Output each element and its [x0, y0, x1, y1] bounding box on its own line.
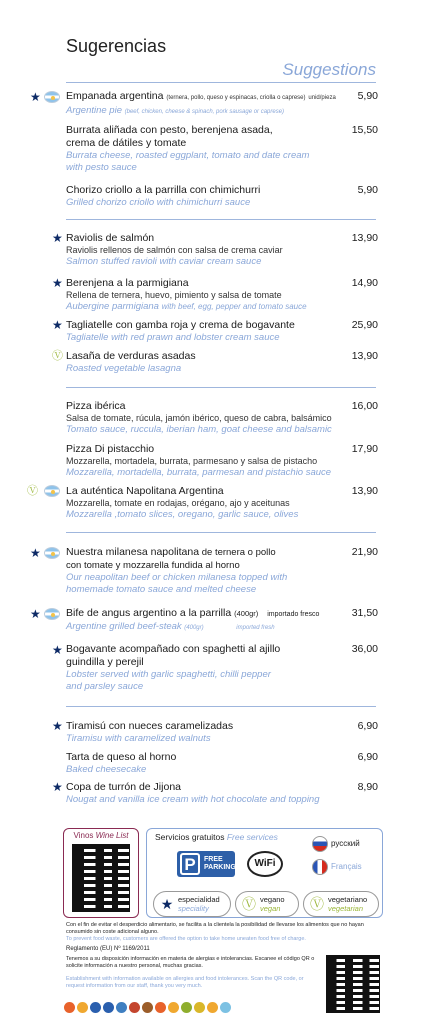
item-price: 17,90 — [351, 443, 378, 455]
item-description: Rellena de ternera, huevo, pimiento y salsa de tomate — [66, 290, 282, 300]
allergen-icon-11 — [194, 1002, 205, 1013]
allergen-icon-8 — [155, 1002, 166, 1013]
menu-item-chorizo — [66, 184, 381, 209]
language-russian[interactable]: русский — [331, 839, 360, 848]
allergen-icons-row — [64, 1000, 233, 1014]
speciality-star-icon: ★ — [52, 780, 63, 794]
badge-label-en: vegetarian — [328, 904, 364, 913]
item-price: 15,50 — [351, 124, 378, 136]
item-price: 21,90 — [351, 546, 378, 558]
allergen-icon-1 — [64, 1002, 75, 1013]
item-name-en: Tiramisu with caramelized walnuts — [66, 733, 211, 744]
wine-qr-code[interactable] — [72, 844, 130, 912]
services-title: Servicios gratuitos — [155, 832, 225, 842]
menu-item-burrata — [66, 124, 381, 174]
allergen-icon-5 — [116, 1002, 127, 1013]
item-price: 36,00 — [351, 643, 378, 655]
item-name-en: Mozzarella, mortadella, burrata, parmesan and pistachio sauce — [66, 467, 332, 478]
item-price: 14,90 — [351, 277, 378, 289]
free-services-box — [146, 828, 383, 918]
item-detail-en: (beef, chicken, cheese & spinach, pork sausage or caprese) — [124, 109, 285, 115]
wine-list-box[interactable] — [63, 828, 139, 918]
allergen-qr-code[interactable] — [326, 955, 380, 1013]
allergen-note-en: Establishment with information available on allergies and food intolerances. Scan the QR code, or request information from our staff, thank you very much. — [66, 976, 304, 989]
menu-item-berenjena — [66, 277, 381, 313]
menu-item-empanada — [66, 90, 381, 118]
divider — [66, 532, 376, 533]
item-name: Pizza ibérica — [66, 400, 126, 412]
item-price: 8,90 — [357, 781, 378, 793]
badge-label: vegano — [260, 895, 285, 904]
divider — [66, 82, 376, 83]
item-name-line2: guindilla y perejil — [66, 656, 144, 668]
item-description: Salsa de tomate, rúcula, jamón ibérico, queso de cabra, balsámico — [66, 413, 332, 423]
menu-item-pizza-iberica — [66, 400, 381, 436]
speciality-star-icon: ★ — [160, 896, 174, 912]
argentina-flag-icon — [44, 485, 60, 497]
item-price: 6,90 — [357, 720, 378, 732]
item-price: 13,90 — [351, 350, 378, 362]
argentina-flag-icon — [44, 547, 60, 559]
item-name-en-line2: and parsley sauce — [66, 681, 144, 692]
menu-item-cheesecake — [66, 751, 381, 776]
item-name: Bife de angus argentino a la parrilla — [66, 607, 232, 619]
item-name-en: Grilled chorizo criollo with chimichurri sauce — [66, 197, 251, 208]
wifi-icon: WiFi — [247, 851, 283, 877]
services-title-en: Free services — [226, 832, 278, 842]
divider — [66, 219, 376, 220]
argentina-flag-icon — [44, 608, 60, 620]
parking-text-line1: FREE — [204, 856, 223, 863]
item-name-en-line2: homemade tomato sauce and melted cheese — [66, 584, 257, 595]
item-price: 25,90 — [351, 319, 378, 331]
allergen-icon-6 — [129, 1002, 140, 1013]
speciality-star-icon: ★ — [30, 607, 41, 621]
page-title: Sugerencias — [66, 36, 167, 56]
item-name-en-rest: topped with — [236, 572, 288, 583]
vegetarian-leaf-icon: Ⓥ — [52, 350, 63, 362]
item-detail-en: with beef, egg, pepper and tomato sauce — [161, 302, 307, 311]
item-name: Raviolis de salmón — [66, 232, 155, 244]
language-french[interactable]: Français — [331, 862, 362, 871]
item-price: 16,00 — [351, 400, 378, 412]
regulation-label: Reglamento (EU) Nº 1169/2011 — [66, 946, 150, 952]
item-price: 5,90 — [357, 184, 378, 196]
speciality-star-icon: ★ — [52, 643, 63, 657]
speciality-star-icon: ★ — [30, 90, 41, 104]
menu-item-napolitana — [66, 485, 381, 521]
argentina-flag-icon — [44, 91, 60, 103]
allergen-icon-10 — [181, 1002, 192, 1013]
menu-item-milanesa — [66, 546, 381, 596]
item-unit: unid/pieza — [308, 95, 336, 101]
menu-item-bogavante — [66, 643, 381, 693]
item-description: Mozzarella, mortadela, burrata, parmesano y salsa de pistacho — [66, 456, 318, 466]
item-name: Lasaña de verduras asadas — [66, 350, 196, 362]
item-name: Nuestra milanesa napolitana — [66, 546, 200, 558]
item-name-en: Salmon stuffed ravioli with caviar cream sauce — [66, 256, 262, 267]
item-name-en: Burrata cheese, roasted eggplant, tomato and date cream — [66, 150, 310, 161]
speciality-star-icon: ★ — [52, 318, 63, 332]
item-name: La auténtica Napolitana Argentina — [66, 485, 224, 497]
item-name-en: Lobster served with garlic spaghetti, chilli pepper — [66, 669, 271, 680]
item-price: 5,90 — [357, 90, 378, 102]
item-price: 6,90 — [357, 751, 378, 763]
item-name-en: Tomato sauce, ruccula, iberian ham, goat cheese and balsamic — [66, 424, 332, 435]
vegan-badge — [235, 891, 299, 917]
item-name-line2: con tomate y mozzarella fundida al horno — [66, 560, 240, 571]
speciality-star-icon: ★ — [52, 719, 63, 733]
item-name: Bogavante acompañado con spaghetti al ajillo — [66, 643, 281, 655]
vegetarian-leaf-icon: Ⓥ — [310, 896, 324, 912]
allergen-icon-9 — [168, 1002, 179, 1013]
item-name: Berenjena a la parmigiana — [66, 277, 189, 289]
allergen-icon-13 — [220, 1002, 231, 1013]
allergen-icon-4 — [103, 1002, 114, 1013]
item-detail-en: (400gr) — [184, 625, 204, 631]
item-name: Copa de turrón de Jijona — [66, 781, 181, 793]
food-waste-note: Con el fin de evitar el desperdicio alimentario, se facilita a la clientela la posibilidad de llevarse los alimentos que no hayan consumido sin coste adicional alguno. — [66, 922, 364, 935]
badge-label: vegetariano — [328, 895, 368, 904]
allergen-icon-3 — [90, 1002, 101, 1013]
parking-text-line2: PARKING — [204, 864, 236, 871]
item-name-rest: de ternera o pollo — [199, 547, 276, 558]
item-detail: (ternera, pollo, queso y espinacas, criolla o caprese) — [166, 95, 306, 101]
item-name: Chorizo criollo a la parrilla con chimichurri — [66, 184, 261, 196]
menu-item-lasagna — [66, 350, 381, 375]
allergen-note: Tenemos a su disposición información en materia de alergias e intolerancias. Escanee el código QR o solicite información a nuestro personal, muchas gracias. — [66, 956, 315, 969]
item-name-en: Argentine grilled beef-steak — [66, 621, 182, 632]
item-name-en: Tagliatelle with red prawn and lobster cream sauce — [66, 332, 280, 343]
wine-label-en: Wine List — [95, 831, 129, 840]
item-name-en: Argentine pie — [66, 105, 122, 116]
badge-label: especialidad — [178, 895, 220, 904]
menu-item-copa-turron — [66, 781, 381, 806]
badge-label-en: vegan — [260, 904, 281, 913]
menu-item-tagliatelle — [66, 319, 381, 344]
item-detail: (400gr) — [234, 609, 259, 618]
item-name-en: Baked cheesecake — [66, 764, 147, 775]
vegetarian-leaf-icon: Ⓥ — [27, 485, 38, 497]
french-flag-icon[interactable] — [312, 859, 328, 875]
menu-item-tiramisu — [66, 720, 381, 745]
item-name-en: Roasted vegetable lasagna — [66, 363, 182, 374]
speciality-badge — [153, 891, 231, 917]
item-name-en: Mozzarella ,tomato slices, oregano, garlic sauce, olives — [66, 509, 299, 520]
item-price: 31,50 — [351, 607, 378, 619]
parking-icon: P — [180, 853, 200, 875]
parking-badge — [177, 851, 235, 877]
page-subtitle: Suggestions — [282, 60, 376, 79]
wine-label: Vinos — [73, 831, 94, 840]
item-name: Burrata aliñada con pesto, berenjena asada, — [66, 124, 273, 136]
allergen-icon-7 — [142, 1002, 153, 1013]
menu-item-pizza-pistacchio — [66, 443, 381, 479]
speciality-star-icon: ★ — [52, 231, 63, 245]
item-name: Pizza Di pistacchio — [66, 443, 155, 455]
item-description: Mozzarella, tomate en rodajas, orégano, ajo y aceitunas — [66, 498, 290, 508]
item-name-line2: crema de dátiles y tomate — [66, 137, 187, 149]
item-description: Raviolis rellenos de salmón con salsa de crema caviar — [66, 245, 283, 255]
menu-item-raviolis — [66, 232, 381, 268]
item-name: Tagliatelle con gamba roja y crema de bogavante — [66, 319, 295, 331]
allergen-icon-12 — [207, 1002, 218, 1013]
item-name: Tarta de queso al horno — [66, 751, 177, 763]
divider — [66, 387, 376, 388]
food-waste-note-en: To prevent food waste, customers are offered the option to take home uneaten food free of charge. — [66, 936, 306, 942]
russian-flag-icon[interactable] — [312, 836, 328, 852]
divider — [66, 706, 376, 707]
item-name-en-line2: with pesto sauce — [66, 162, 137, 173]
item-extra-en: imported fresh — [236, 625, 275, 631]
item-name-en: Aubergine parmigiana — [66, 301, 159, 312]
item-price: 13,90 — [351, 232, 378, 244]
allergen-icon-2 — [77, 1002, 88, 1013]
item-name-en: Our neapolitan beef or chicken milanesa — [66, 572, 237, 583]
item-name: Empanada argentina — [66, 90, 164, 102]
speciality-star-icon: ★ — [30, 546, 41, 560]
item-name: Tiramisú con nueces caramelizadas — [66, 720, 234, 732]
speciality-star-icon: ★ — [52, 276, 63, 290]
vegetarian-badge — [303, 891, 379, 917]
menu-item-bife — [66, 607, 381, 634]
item-extra: importado fresco — [267, 611, 320, 618]
item-price: 13,90 — [351, 485, 378, 497]
vegan-leaf-icon: Ⓥ — [242, 896, 256, 912]
item-name-en: Nougat and vanilla ice cream with hot chocolate and topping — [66, 794, 320, 805]
badge-label-en: speciality — [178, 904, 209, 913]
